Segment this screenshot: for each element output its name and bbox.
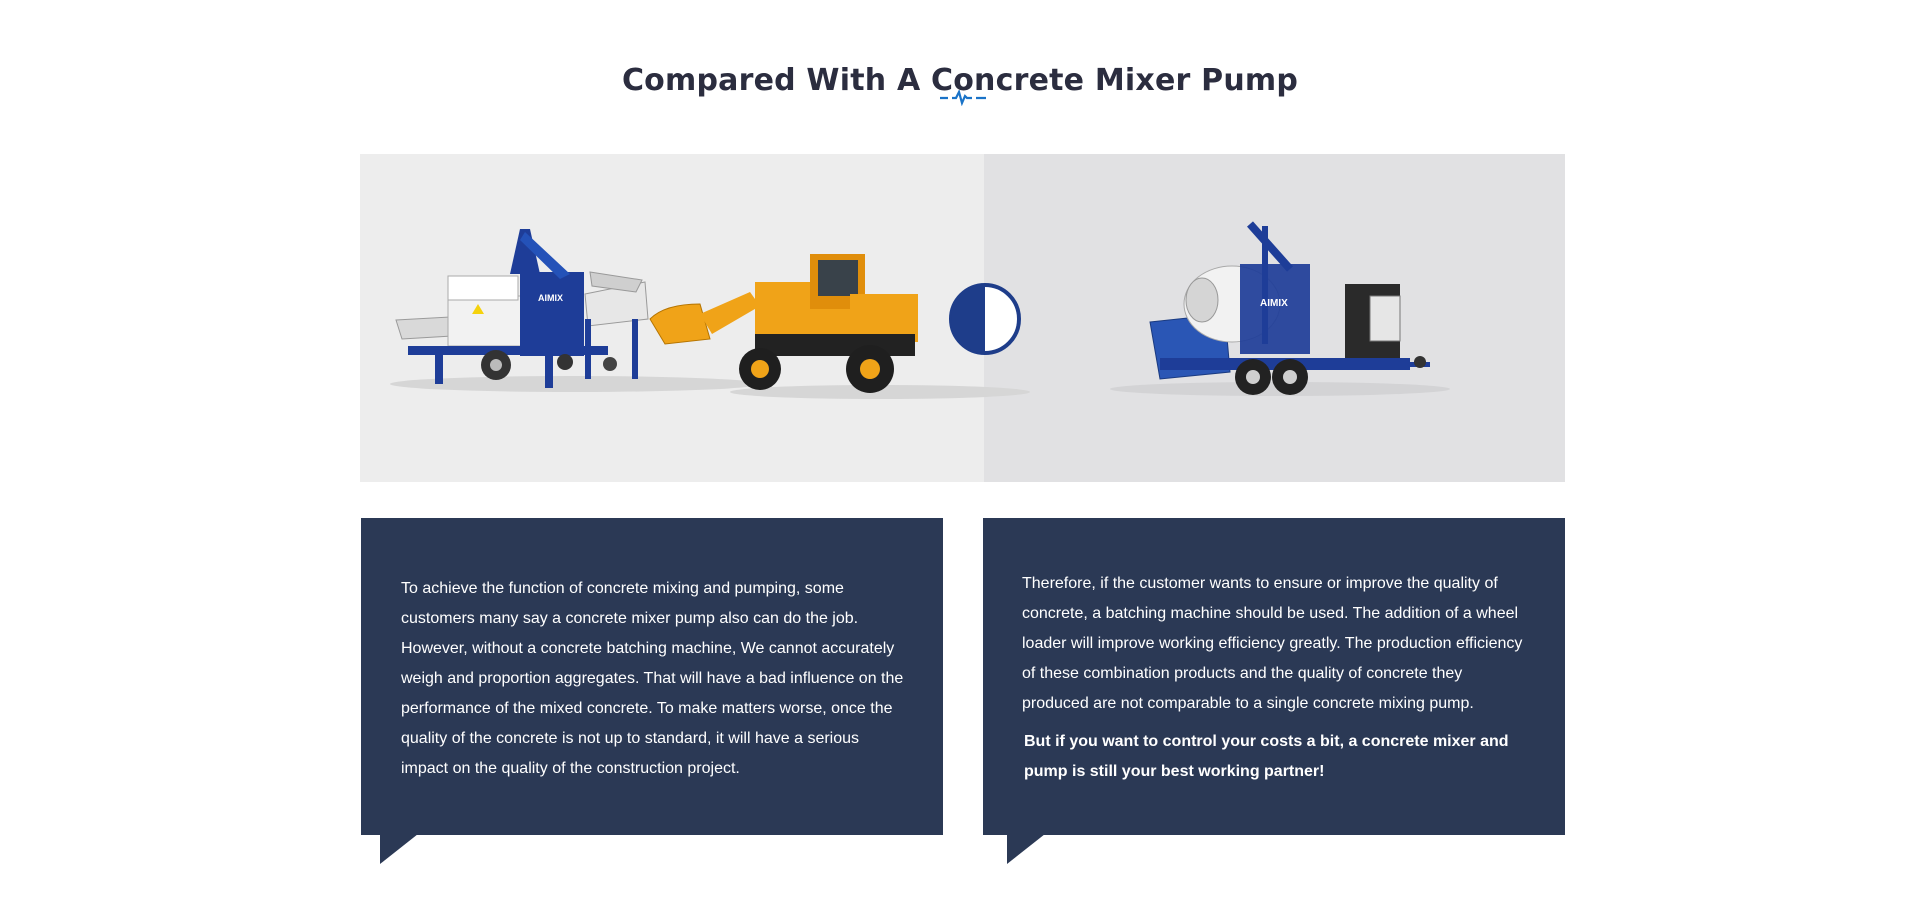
concrete-mixer-pump-image bbox=[1150, 224, 1430, 395]
speech-notch-right bbox=[1007, 834, 1045, 864]
speech-notch-left bbox=[380, 834, 418, 864]
comparison-image bbox=[360, 154, 1565, 482]
batching-machine-image bbox=[396, 229, 648, 388]
svg-text:AIMIX: AIMIX bbox=[1260, 298, 1288, 309]
pulse-line-icon bbox=[939, 90, 987, 106]
half-circle-contrast-icon bbox=[951, 285, 1019, 353]
info-panel-left bbox=[361, 518, 943, 835]
section-title: Compared With A Concrete Mixer Pump bbox=[621, 62, 1299, 98]
wheel-loader-image bbox=[650, 254, 918, 393]
svg-text:AIMIX: AIMIX bbox=[538, 293, 564, 303]
panel-right-highlight: But if you want to control your costs a bit, a concrete mixer and pump is still your best working partner! bbox=[1024, 733, 1509, 780]
info-panel-right bbox=[983, 518, 1565, 835]
panel-left-text: To achieve the function of concrete mixing and pumping, some customers many say a concrete mixer pump also can do the job. However, without a concrete batching machine, We cannot accurately weigh and proportion aggregates. That will have a bad influence on the performance of the mixed concrete. To make matters worse, once the quality of the concrete is not up to standard, it will have a serious impact on the quality of the construction project. bbox=[401, 580, 904, 777]
panel-right-text: Therefore, if the customer wants to ensure or improve the quality of concrete, a batching machine should be used. The addition of a wheel loader will improve working efficiency greatly. The production efficiency of these combination products and the quality of concrete they produced are not comparable to a single concrete mixing pump. bbox=[1022, 575, 1523, 712]
